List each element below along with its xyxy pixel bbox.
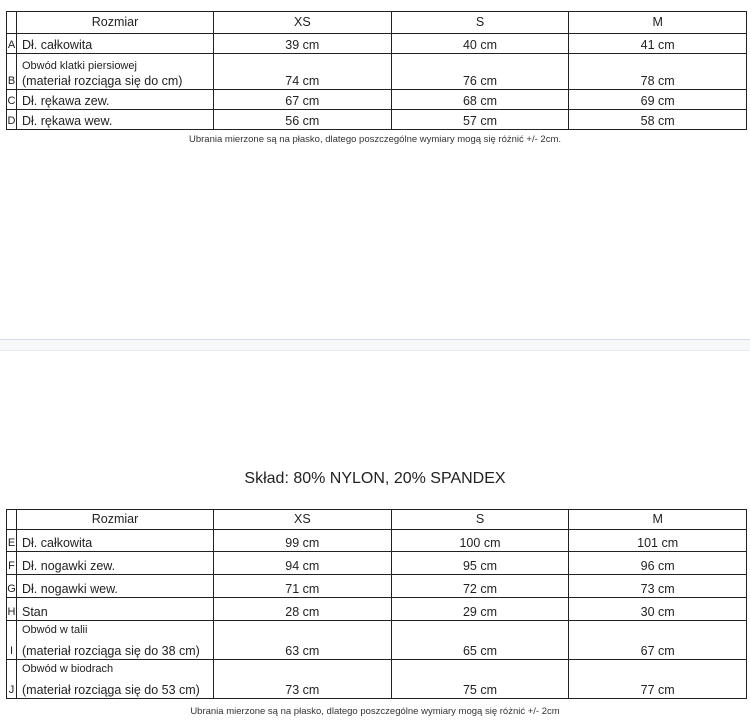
value-xs: 94 cm — [214, 552, 392, 575]
row-letter: G — [7, 575, 17, 598]
table-row — [7, 575, 747, 598]
row-label-sub: (materiał rozciąga się do cm) — [22, 74, 183, 88]
row-label: Stan — [17, 598, 214, 621]
value-s: 65 cm — [391, 621, 569, 660]
row-letter: I — [7, 621, 17, 660]
value-xs: 28 cm — [214, 598, 392, 621]
value-s: 72 cm — [391, 575, 569, 598]
row-letter: C — [7, 90, 17, 110]
table-row — [7, 598, 747, 621]
header-s: S — [391, 510, 569, 530]
row-letter: B — [7, 54, 17, 90]
table-row — [7, 530, 747, 552]
row-letter: E — [7, 530, 17, 552]
row-letter: A — [7, 34, 17, 54]
value-m: 73 cm — [569, 575, 747, 598]
table-header-row — [7, 12, 747, 34]
row-label — [17, 621, 214, 660]
row-letter: J — [7, 660, 17, 699]
value-m: 77 cm — [569, 660, 747, 699]
table-row — [7, 34, 747, 54]
value-m: 78 cm — [569, 54, 747, 90]
value-xs: 71 cm — [214, 575, 392, 598]
value-s: 29 cm — [391, 598, 569, 621]
value-s: 40 cm — [391, 34, 569, 54]
header-empty-cell — [7, 12, 17, 34]
header-xs: XS — [214, 12, 392, 34]
bottom-size-table — [6, 509, 747, 699]
row-letter: D — [7, 110, 17, 130]
row-label: Dł. rękawa wew. — [17, 110, 214, 130]
table-row — [7, 552, 747, 575]
value-xs: 73 cm — [214, 660, 392, 699]
table-row — [7, 54, 747, 90]
measurement-note: Ubrania mierzone są na płasko, dlatego poszczególne wymiary mogą się różnić +/- 2cm. — [189, 134, 561, 145]
table-row — [7, 621, 747, 660]
row-label-main: Obwód klatki piersiowej — [22, 60, 137, 72]
row-label: Dł. rękawa zew. — [17, 90, 214, 110]
header-m: M — [569, 510, 747, 530]
header-size-label: Rozmiar — [17, 510, 214, 530]
value-m: 96 cm — [569, 552, 747, 575]
value-xs: 56 cm — [214, 110, 392, 130]
value-m: 101 cm — [569, 530, 747, 552]
value-s: 100 cm — [391, 530, 569, 552]
value-m: 67 cm — [569, 621, 747, 660]
value-xs: 74 cm — [214, 54, 392, 90]
row-label: Dł. całkowita — [17, 530, 214, 552]
value-xs: 67 cm — [214, 90, 392, 110]
row-label-sub: (materiał rozciąga się do 38 cm) — [22, 644, 200, 658]
row-label — [17, 54, 214, 90]
row-label-main: Obwód w biodrach — [22, 663, 114, 675]
top-size-table — [6, 11, 747, 130]
header-size-label: Rozmiar — [17, 12, 214, 34]
table-row — [7, 90, 747, 110]
value-m: 41 cm — [569, 34, 747, 54]
composition-heading: Skład: 80% NYLON, 20% SPANDEX — [244, 470, 506, 487]
row-label-sub: (materiał rozciąga się do 53 cm) — [22, 683, 200, 697]
row-label-main: Obwód w talii — [22, 624, 88, 636]
value-m: 69 cm — [569, 90, 747, 110]
header-s: S — [391, 12, 569, 34]
row-letter: H — [7, 598, 17, 621]
header-m: M — [569, 12, 747, 34]
table-row — [7, 660, 747, 699]
header-xs: XS — [214, 510, 392, 530]
value-m: 58 cm — [569, 110, 747, 130]
value-m: 30 cm — [569, 598, 747, 621]
value-xs: 99 cm — [214, 530, 392, 552]
row-letter: F — [7, 552, 17, 575]
value-s: 57 cm — [391, 110, 569, 130]
value-s: 76 cm — [391, 54, 569, 90]
row-label: Dł. nogawki wew. — [17, 575, 214, 598]
row-label: Dł. całkowita — [17, 34, 214, 54]
header-empty-cell — [7, 510, 17, 530]
row-label — [17, 660, 214, 699]
section-divider — [0, 339, 750, 351]
value-s: 75 cm — [391, 660, 569, 699]
value-s: 95 cm — [391, 552, 569, 575]
table-header-row — [7, 510, 747, 530]
value-xs: 63 cm — [214, 621, 392, 660]
table-row — [7, 110, 747, 130]
value-xs: 39 cm — [214, 34, 392, 54]
measurement-note: Ubrania mierzone są na płasko, dlatego poszczególne wymiary mogą się różnić +/- 2cm — [190, 706, 560, 717]
row-label: Dł. nogawki zew. — [17, 552, 214, 575]
value-s: 68 cm — [391, 90, 569, 110]
